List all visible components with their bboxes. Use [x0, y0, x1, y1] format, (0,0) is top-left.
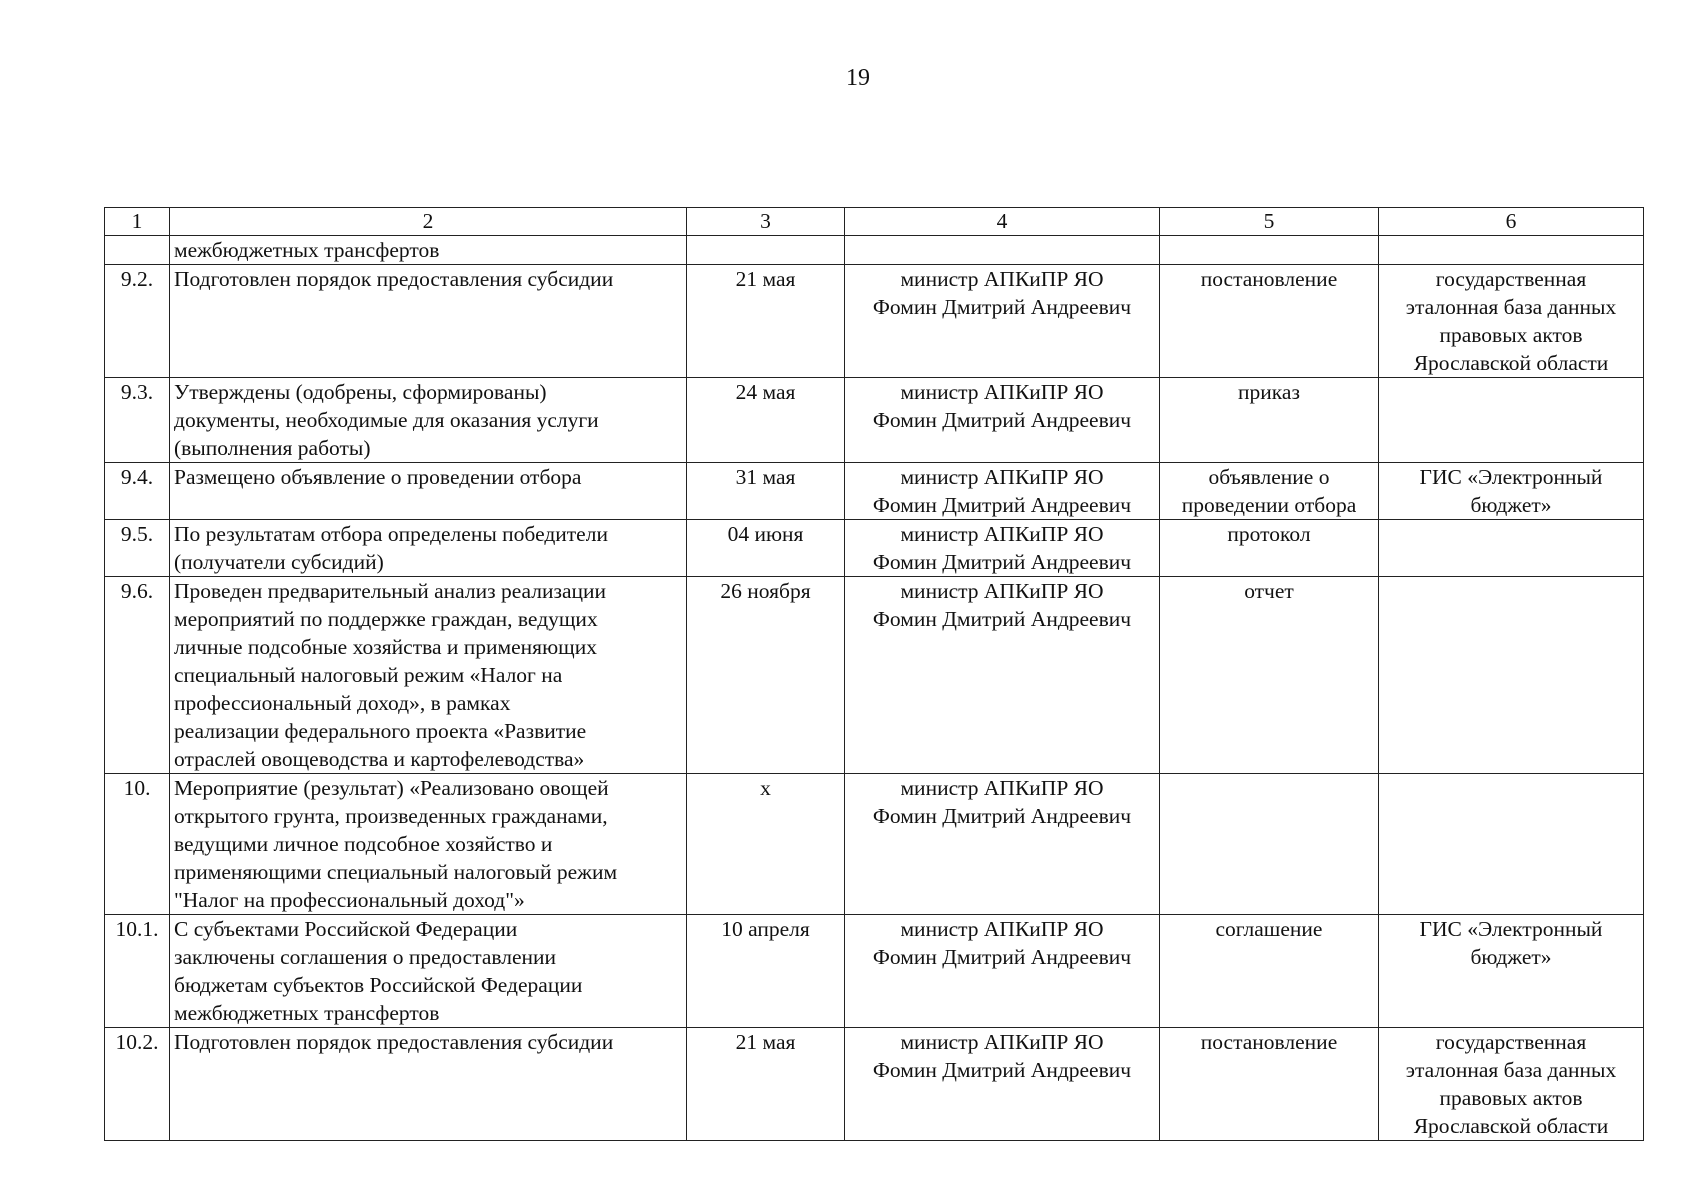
row-number: 9.5.: [105, 520, 170, 577]
table-row: [105, 1028, 1644, 1141]
plan-table: [104, 207, 1644, 1141]
row-description: Размещено объявление о проведении отбора: [170, 463, 687, 520]
column-header: 6: [1379, 208, 1644, 236]
row-document: приказ: [1160, 378, 1379, 463]
column-header: 3: [687, 208, 845, 236]
row-system: ГИС «Электронный бюджет»: [1379, 463, 1644, 520]
row-system: ГИС «Электронный бюджет»: [1379, 915, 1644, 1028]
row-date: 04 июня: [687, 520, 845, 577]
row-responsible: министр АПКиПР ЯО Фомин Дмитрий Андреевич: [845, 463, 1160, 520]
column-header: 4: [845, 208, 1160, 236]
row-number: 9.6.: [105, 577, 170, 774]
row-document: отчет: [1160, 577, 1379, 774]
table-row: [105, 463, 1644, 520]
row-responsible: министр АПКиПР ЯО Фомин Дмитрий Андреевич: [845, 915, 1160, 1028]
row-description: Проведен предварительный анализ реализации мероприятий по поддержке граждан, ведущих личные подсобные хозяйства и применяющих специальный налоговый режим «Налог на профессиональный доход», в рамках реализации федерального проекта «Развитие отраслей овощеводства и картофелеводства»: [170, 577, 687, 774]
table-row: [105, 915, 1644, 1028]
row-description: С субъектами Российской Федерации заключены соглашения о предоставлении бюджетам субъектов Российской Федерации межбюджетных трансфертов: [170, 915, 687, 1028]
row-responsible: министр АПКиПР ЯО Фомин Дмитрий Андреевич: [845, 774, 1160, 915]
row-responsible: министр АПКиПР ЯО Фомин Дмитрий Андреевич: [845, 577, 1160, 774]
row-responsible: [845, 236, 1160, 265]
row-document: постановление: [1160, 1028, 1379, 1141]
row-number: [105, 236, 170, 265]
row-responsible: министр АПКиПР ЯО Фомин Дмитрий Андреевич: [845, 520, 1160, 577]
row-date: [687, 236, 845, 265]
page-number: 19: [846, 65, 870, 91]
row-date: 21 мая: [687, 265, 845, 378]
table-row: [105, 378, 1644, 463]
row-document: [1160, 236, 1379, 265]
row-date: 10 апреля: [687, 915, 845, 1028]
row-description: По результатам отбора определены победители (получатели субсидий): [170, 520, 687, 577]
table-row: [105, 774, 1644, 915]
column-header: 1: [105, 208, 170, 236]
row-system: государственная эталонная база данных правовых актов Ярославской области: [1379, 265, 1644, 378]
row-number: 10.1.: [105, 915, 170, 1028]
row-document: объявление о проведении отбора: [1160, 463, 1379, 520]
row-system: [1379, 577, 1644, 774]
row-system: [1379, 774, 1644, 915]
row-number: 10.: [105, 774, 170, 915]
column-header: 2: [170, 208, 687, 236]
column-number-row: [105, 208, 1644, 236]
row-date: 31 мая: [687, 463, 845, 520]
row-date: 21 мая: [687, 1028, 845, 1141]
table-row: [105, 265, 1644, 378]
row-responsible: министр АПКиПР ЯО Фомин Дмитрий Андреевич: [845, 1028, 1160, 1141]
row-number: 9.2.: [105, 265, 170, 378]
row-description: Мероприятие (результат) «Реализовано овощей открытого грунта, произведенных гражданами, ведущими личное подсобное хозяйство и применяющими специальный налоговый режим "Налог на профессиональный доход"»: [170, 774, 687, 915]
row-system: государственная эталонная база данных правовых актов Ярославской области: [1379, 1028, 1644, 1141]
row-date: 26 ноября: [687, 577, 845, 774]
table-row: [105, 520, 1644, 577]
row-responsible: министр АПКиПР ЯО Фомин Дмитрий Андреевич: [845, 265, 1160, 378]
table-row: [105, 577, 1644, 774]
row-description: межбюджетных трансфертов: [170, 236, 687, 265]
row-date: х: [687, 774, 845, 915]
row-description: Утверждены (одобрены, сформированы) документы, необходимые для оказания услуги (выполнения работы): [170, 378, 687, 463]
row-document: [1160, 774, 1379, 915]
row-responsible: министр АПКиПР ЯО Фомин Дмитрий Андреевич: [845, 378, 1160, 463]
row-system: [1379, 520, 1644, 577]
table-row: [105, 236, 1644, 265]
row-document: постановление: [1160, 265, 1379, 378]
row-system: [1379, 236, 1644, 265]
row-number: 9.3.: [105, 378, 170, 463]
row-document: соглашение: [1160, 915, 1379, 1028]
column-header: 5: [1160, 208, 1379, 236]
row-document: протокол: [1160, 520, 1379, 577]
row-description: Подготовлен порядок предоставления субсидии: [170, 1028, 687, 1141]
row-date: 24 мая: [687, 378, 845, 463]
row-number: 9.4.: [105, 463, 170, 520]
row-number: 10.2.: [105, 1028, 170, 1141]
row-system: [1379, 378, 1644, 463]
row-description: Подготовлен порядок предоставления субсидии: [170, 265, 687, 378]
